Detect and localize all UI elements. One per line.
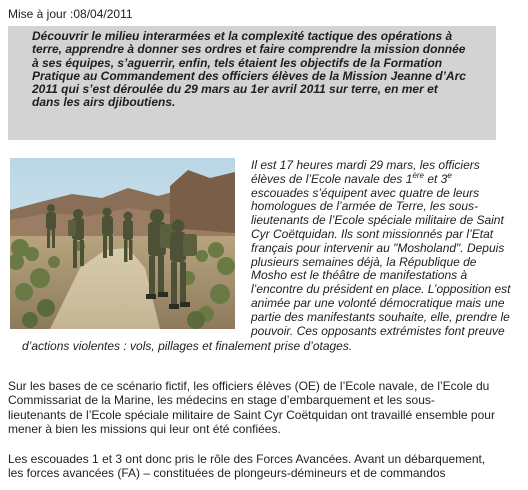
paragraph-line: les forces avancées (FA) – constituées de plongeurs-démineurs et de commandos	[8, 466, 446, 481]
article-line	[251, 170, 521, 187]
article-line: pouvoir. Ces opposants extrémistes font preuve	[251, 323, 505, 338]
intro-line: terre, apprendre à donner ses ordres et faire comprendre la mission donnée	[32, 42, 466, 57]
article-line-text: et 3	[424, 171, 448, 186]
intro-line: 2011 qui s’est déroulée du 29 mars au 1er avril 2011 sur terre, en mer et	[32, 82, 438, 97]
ordinal-suffix: ère	[412, 170, 424, 180]
intro-line: à ses équipes, s’aguerrir, enfin, tels étaient les objectifs de la Formation	[32, 55, 443, 70]
paragraph-line: Sur les bases de ce scénario fictif, les officiers élèves (OE) de l’Ecole navale, de l’Ecole du	[8, 379, 490, 393]
article-line: Il est 17 heures mardi 29 mars, les officiers	[251, 158, 480, 172]
article-line: Cyr Coëtquidan. Ils sont missionnés par l’Etat	[251, 226, 494, 241]
paragraph-scenario	[8, 379, 516, 437]
article-line: Mosho est le théâtre de manifestations à	[251, 268, 468, 283]
intro-text	[8, 26, 496, 110]
article-line: lieutenants de l’Ecole spéciale militaire de Saint	[251, 213, 504, 228]
update-date: Mise à jour :08/04/2011	[8, 7, 133, 21]
article-line: l’encontre du président en place. L’opposition est	[251, 282, 511, 297]
article-line: partie des manifestants souhaite, elle, prendre le	[251, 309, 510, 324]
paragraph-line: Commissariat de la Marine, les médecins en stage d’embarquement et les sous-	[8, 393, 435, 408]
article-line: homologues de l’armée de Terre, les sous-	[251, 199, 479, 214]
article-line: plusieurs semaines déjà, la République de	[251, 254, 477, 269]
paragraph-line: Les escouades 1 et 3 ont donc pris le rôle des Forces Avancées. Avant un débarquement,	[8, 452, 486, 466]
paragraph-escouades	[8, 452, 516, 481]
article-line: animée par une volonté démocratique mais une	[251, 295, 505, 310]
article-line-full: d’actions violentes : vols, pillages et finalement prise d’otages.	[22, 339, 353, 353]
intro-box	[8, 26, 496, 140]
article-line: français pour intervenir au "Mosholand". Depuis	[251, 240, 505, 255]
intro-line: dans les airs djiboutiens.	[32, 95, 176, 110]
article-line: escouades s’équipent avec quatre de leurs	[251, 185, 480, 200]
paragraph-line: lieutenants de l’Ecole spéciale militaire de Saint Cyr Coëtquidan ont travaillé ensemble pour	[8, 407, 495, 422]
intro-line: Découvrir le milieu interarmées et la complexité tactique des opérations à	[32, 29, 453, 43]
intro-line: Pratique au Commandement des officiers élèves de la Mission Jeanne d’Arc	[32, 68, 466, 83]
soldiers-photo-illustration	[10, 158, 235, 329]
ordinal-suffix: e	[447, 170, 452, 180]
article-intro-column	[251, 159, 521, 338]
paragraph-line: mener à bien les missions qui leur ont été confiées.	[8, 422, 281, 437]
article-line-text: élèves de l’Ecole navale des 1	[251, 171, 413, 186]
soldiers-photo	[10, 158, 235, 329]
